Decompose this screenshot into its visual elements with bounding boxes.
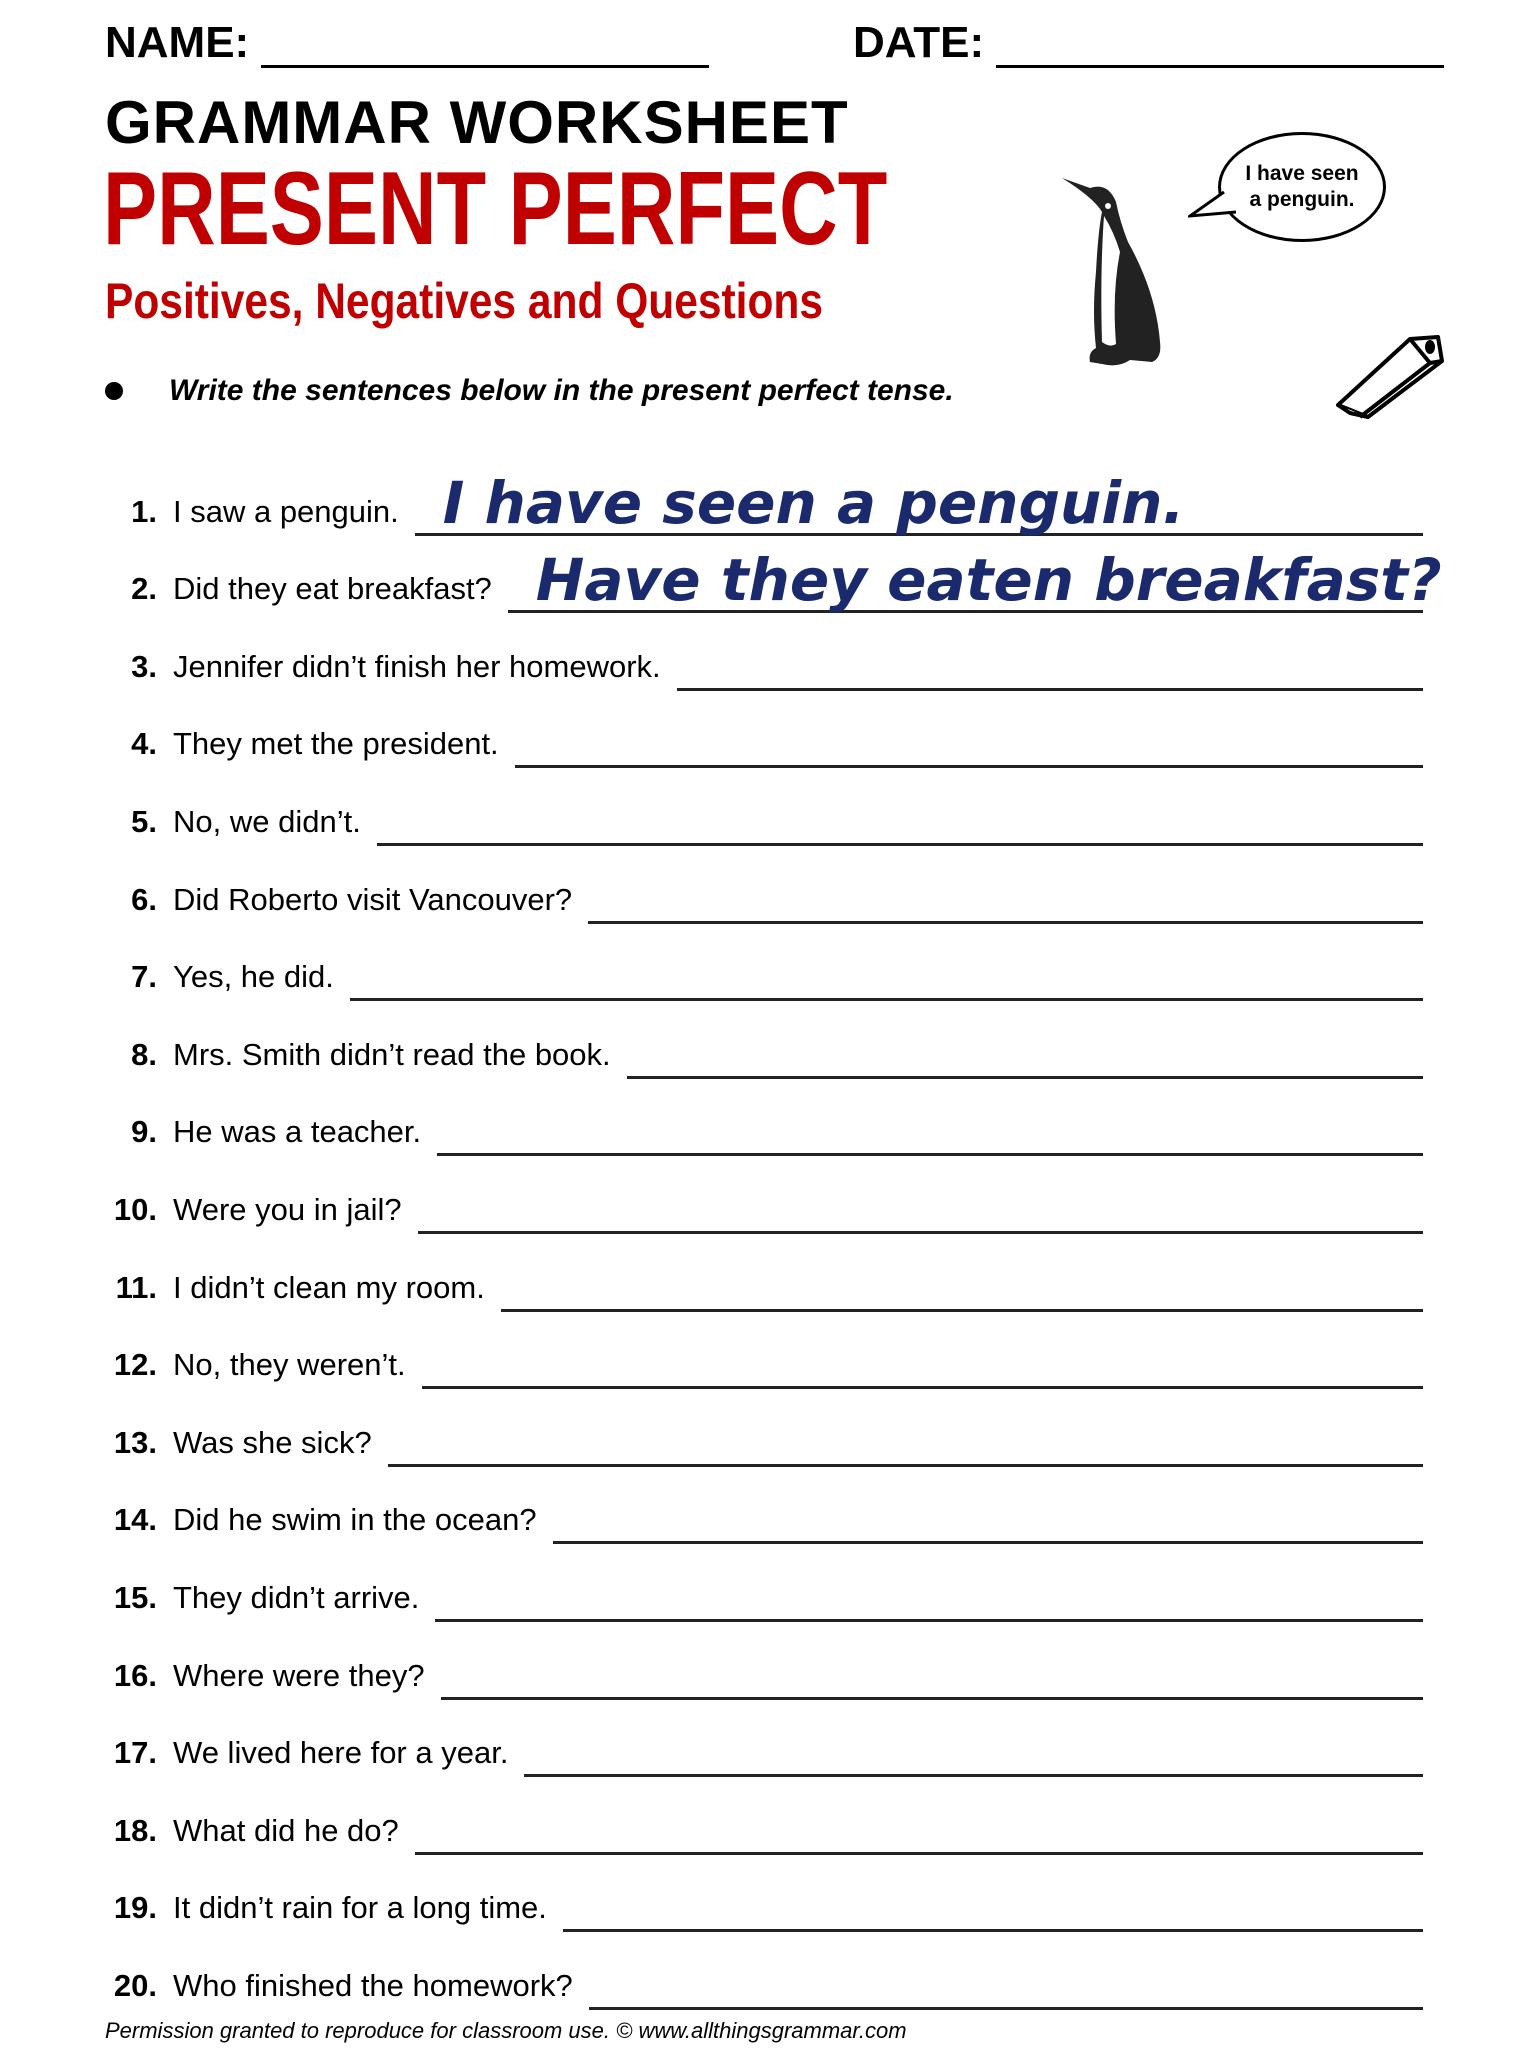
item-prompt: Yes, he did.: [173, 959, 334, 995]
pencil-icon: [1330, 325, 1450, 420]
exercise-item: [105, 458, 1423, 536]
item-number: 17.: [113, 1735, 157, 1771]
date-field[interactable]: [853, 18, 1444, 68]
exercise-item: [105, 924, 1423, 1002]
item-prompt: Jennifer didn’t finish her homework.: [173, 648, 661, 684]
footer-permission: Permission granted to reproduce for classroom use. © www.allthingsgrammar.com: [105, 2018, 907, 2043]
item-prompt: Did he swim in the ocean?: [173, 1502, 537, 1538]
item-prompt: They didn’t arrive.: [173, 1579, 420, 1615]
page-title: PRESENT PERFECT: [103, 151, 888, 267]
item-number: 7.: [131, 959, 157, 995]
item-prompt: Mrs. Smith didn’t read the book.: [173, 1036, 611, 1072]
exercise-item: [105, 691, 1423, 769]
answer-line[interactable]: [677, 624, 1423, 691]
handwritten-answer: I have seen a penguin.: [442, 468, 1185, 537]
item-number: 8.: [131, 1036, 157, 1072]
exercise-list: [105, 458, 1442, 2010]
exercise-item: [105, 1700, 1423, 1778]
item-prompt: Where were they?: [173, 1657, 425, 1693]
answer-line[interactable]: [441, 1633, 1423, 1700]
item-prompt: Who finished the homework?: [173, 1967, 573, 2003]
exercise-item: [105, 1622, 1423, 1700]
answer-line[interactable]: [415, 469, 1423, 536]
item-prompt: Was she sick?: [173, 1424, 372, 1460]
item-number: 16.: [113, 1657, 157, 1693]
item-number: 4.: [131, 726, 157, 762]
item-prompt: Did they eat breakfast?: [173, 571, 492, 607]
worksheet-kicker: GRAMMAR WORKSHEET: [105, 89, 849, 156]
answer-line[interactable]: [501, 1245, 1423, 1312]
item-number: 19.: [113, 1890, 157, 1926]
item-prompt: What did he do?: [173, 1812, 399, 1848]
item-prompt: They met the president.: [173, 726, 499, 762]
item-number: 18.: [113, 1812, 157, 1848]
speech-bubble-line1: I have seen: [1245, 162, 1359, 185]
answer-line[interactable]: [377, 779, 1423, 846]
item-number: 2.: [131, 571, 157, 607]
item-prompt: I didn’t clean my room.: [173, 1269, 485, 1305]
exercise-item: [105, 846, 1423, 924]
item-number: 9.: [131, 1114, 157, 1150]
item-prompt: Were you in jail?: [173, 1191, 402, 1227]
answer-line[interactable]: [418, 1167, 1423, 1234]
item-number: 3.: [131, 648, 157, 684]
answer-line[interactable]: [553, 1477, 1423, 1544]
item-prompt: No, they weren’t.: [173, 1347, 406, 1383]
answer-line[interactable]: [435, 1555, 1423, 1622]
date-blank[interactable]: [996, 25, 1444, 68]
item-prompt: He was a teacher.: [173, 1114, 422, 1150]
subtitle: Positives, Negatives and Questions: [105, 273, 824, 329]
item-prompt: No, we didn’t.: [173, 803, 361, 839]
item-number: 1.: [131, 493, 157, 529]
answer-line[interactable]: [589, 1943, 1423, 2010]
item-number: 11.: [115, 1269, 157, 1305]
answer-line[interactable]: [588, 857, 1423, 924]
name-blank[interactable]: [261, 25, 709, 68]
exercise-item: [105, 1544, 1423, 1622]
exercise-item: [105, 1001, 1423, 1079]
answer-line[interactable]: [524, 1710, 1423, 1777]
item-prompt: It didn’t rain for a long time.: [173, 1890, 547, 1926]
exercise-item: [105, 613, 1423, 691]
speech-bubble: [1218, 132, 1386, 242]
handwritten-answer: Have they eaten breakfast?: [535, 546, 1442, 615]
answer-line[interactable]: [437, 1089, 1423, 1156]
answer-line[interactable]: [563, 1865, 1423, 1932]
answer-line[interactable]: [422, 1322, 1423, 1389]
exercise-item: [105, 1467, 1423, 1545]
exercise-item: [105, 1156, 1423, 1234]
exercise-item: [105, 1932, 1423, 2010]
item-number: 20.: [113, 1967, 157, 2003]
item-number: 10.: [113, 1191, 157, 1227]
exercise-item: [105, 1079, 1423, 1157]
name-label: NAME:: [105, 18, 250, 67]
item-number: 12.: [113, 1347, 157, 1383]
penguin-illustration: [1060, 172, 1170, 372]
item-prompt: I saw a penguin.: [173, 493, 399, 529]
item-number: 14.: [113, 1502, 157, 1538]
item-number: 5.: [131, 803, 157, 839]
exercise-item: [105, 768, 1423, 846]
instruction-text: Write the sentences below in the present perfect tense.: [169, 374, 954, 407]
exercise-item: [105, 1312, 1423, 1390]
exercise-item: [105, 536, 1442, 615]
answer-line[interactable]: [350, 934, 1423, 1001]
item-number: 13.: [113, 1424, 157, 1460]
speech-bubble-line2: a penguin.: [1249, 188, 1355, 211]
instruction: [105, 374, 954, 408]
item-number: 6.: [131, 881, 157, 917]
answer-line[interactable]: [515, 701, 1423, 768]
exercise-item: [105, 1855, 1423, 1933]
date-label: DATE:: [853, 18, 985, 67]
answer-line[interactable]: [388, 1400, 1423, 1467]
answer-line[interactable]: [627, 1012, 1423, 1079]
exercise-item: [105, 1389, 1423, 1467]
item-prompt: We lived here for a year.: [173, 1735, 509, 1771]
bullet-icon: [105, 382, 123, 400]
exercise-item: [105, 1234, 1423, 1312]
item-prompt: Did Roberto visit Vancouver?: [173, 881, 573, 917]
name-field[interactable]: [105, 18, 709, 68]
answer-line[interactable]: [415, 1788, 1423, 1855]
exercise-item: [105, 1777, 1423, 1855]
answer-line[interactable]: [508, 546, 1442, 615]
speech-bubble-tail: [1188, 190, 1238, 220]
item-number: 15.: [113, 1579, 157, 1615]
